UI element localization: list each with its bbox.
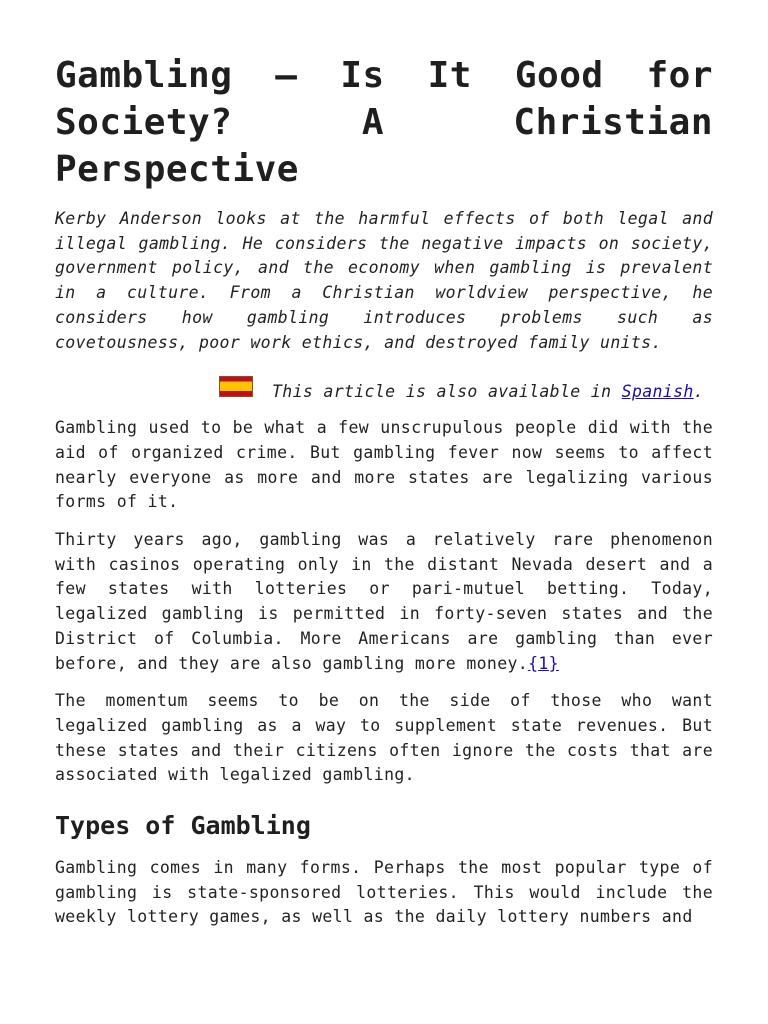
paragraph-2-text: Thirty years ago, gambling was a relatively rare phenomenon with casinos operating only in the distant Nevada desert and a few states with lotteries or pari-mutuel betting. Today, legalized gambling is permitted in forty-seven states and the District of Columbia. More Americans are gambling than ever before, and they are also gambling more money. [55, 530, 713, 673]
article [55, 52, 713, 930]
spanish-link[interactable]: Spanish [621, 382, 694, 402]
section-paragraph: Gambling comes in many forms. Perhaps the most popular type of gambling is state-sponsored lotteries. This would include the weekly lottery games, as well as the daily lottery numbers and [55, 858, 713, 927]
article-intro: Kerby Anderson looks at the harmful effects of both legal and illegal gambling. He considers the negative impacts on society, government policy, and the economy when gambling is prevalent in a culture. From a Christian worldview perspective, he considers how gambling introduces problems such as covetousness, poor work ethics, and destroyed family units. [55, 209, 713, 352]
spanish-note-suffix: . [693, 382, 704, 402]
section-heading: Types of Gambling [55, 811, 311, 841]
spanish-note-prefix: This article is also available in [272, 382, 622, 402]
footnote-link[interactable]: {1} [528, 653, 559, 673]
paragraph-1: Gambling used to be what a few unscrupulous people did with the aid of organized crime. But gambling fever now seems to affect nearly everyone as more and more states are legalizing various forms of it. [55, 418, 713, 512]
article-title: Gambling – Is It Good for Society? A Christian Perspective [55, 55, 713, 190]
paragraph-3: The momentum seems to be on the side of those who want legalized gambling as a way to supplement state revenues. But these states and their citizens often ignore the costs that are associated with legalized gambling. [55, 691, 713, 785]
spanish-note-text [272, 380, 704, 405]
spain-flag-icon [219, 376, 253, 397]
spanish-availability-note [55, 376, 713, 404]
paragraph-2 [55, 528, 713, 676]
